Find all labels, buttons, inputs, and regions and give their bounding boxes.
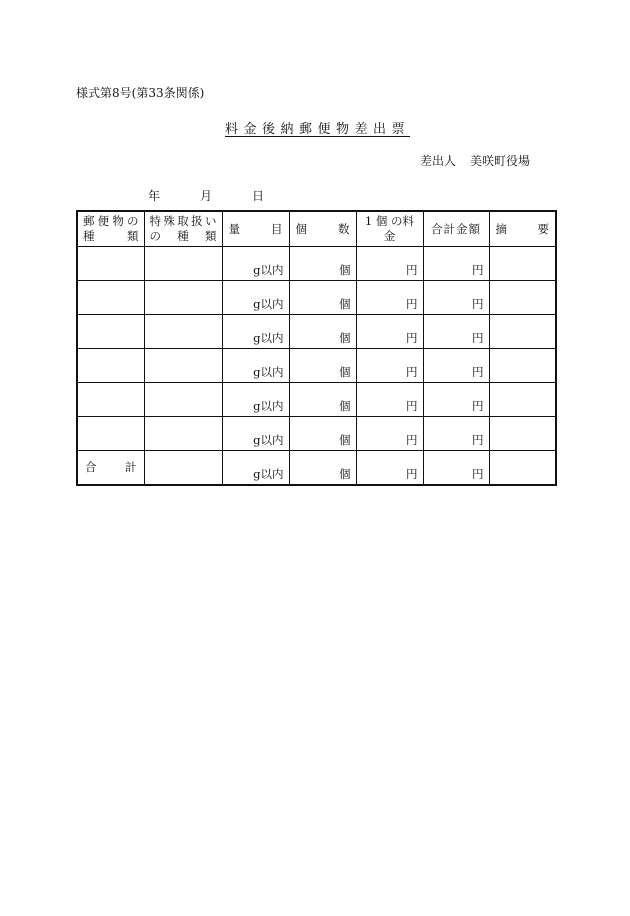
unit-yen: 円 [406,297,418,311]
header-text: の [149,229,161,243]
form-number: 様式第8号(第33条関係) [76,86,205,100]
header-text: 合計金額 [431,222,481,236]
unit-weight: g以内 [253,331,284,345]
date-month: 月 [200,189,213,203]
count-cell[interactable] [289,349,356,383]
table-row [77,315,556,349]
mail-kind-cell[interactable] [77,247,144,281]
header-mail-kind-line2 [83,229,139,244]
unit-yen: 円 [472,263,484,277]
total-amount-cell[interactable] [423,247,489,281]
unit-yen: 円 [406,467,418,481]
unit-weight: g以内 [253,433,284,447]
remittance-table [76,210,557,486]
table-header-row [77,211,556,247]
total-row [77,451,556,486]
table-row [77,349,556,383]
unit-price-cell[interactable] [356,349,423,383]
sender-line [420,152,530,169]
unit-count: 個 [339,467,351,481]
header-remarks [489,211,556,247]
count-cell[interactable] [289,417,356,451]
unit-yen: 円 [406,365,418,379]
sender-name: 美咲町役場 [470,154,531,168]
special-handling-cell[interactable] [144,383,222,417]
mail-kind-cell[interactable] [77,383,144,417]
special-handling-cell[interactable] [144,247,222,281]
special-handling-cell[interactable] [144,451,222,486]
count-cell[interactable] [289,383,356,417]
unit-yen: 円 [406,399,418,413]
header-special-handling [144,211,222,247]
mail-kind-cell[interactable] [77,315,144,349]
header-text: 種 [177,229,189,243]
date-day: 日 [252,189,265,203]
header-text: 類 [205,229,217,243]
special-handling-cell[interactable] [144,315,222,349]
header-unit-price-line2: 金 [383,229,396,243]
header-text: 数 [338,222,350,236]
count-cell[interactable] [289,451,356,486]
special-handling-cell[interactable] [144,349,222,383]
count-cell[interactable] [289,315,356,349]
weight-cell[interactable] [222,281,289,315]
header-text: 要 [537,222,549,236]
remarks-cell[interactable] [489,451,556,486]
header-count [289,211,356,247]
count-cell[interactable] [289,247,356,281]
header-mail-kind-line1: 郵便物の [83,214,139,228]
total-label-cell [77,451,144,486]
remarks-cell[interactable] [489,383,556,417]
total-amount-cell[interactable] [423,315,489,349]
unit-yen: 円 [406,263,418,277]
total-amount-cell[interactable] [423,349,489,383]
header-text: 摘 [495,222,507,236]
remarks-cell[interactable] [489,417,556,451]
header-total-amount [423,211,489,247]
unit-weight: g以内 [253,467,284,481]
header-unit-price [356,211,423,247]
unit-weight: g以内 [253,263,284,277]
mail-kind-cell[interactable] [77,349,144,383]
unit-count: 個 [339,433,351,447]
header-mail-kind [77,211,144,247]
unit-price-cell[interactable] [356,417,423,451]
unit-count: 個 [339,297,351,311]
remarks-cell[interactable] [489,281,556,315]
unit-count: 個 [339,399,351,413]
total-amount-cell[interactable] [423,451,489,486]
header-text: 量 [228,222,240,236]
total-amount-cell[interactable] [423,281,489,315]
unit-price-cell[interactable] [356,315,423,349]
unit-weight: g以内 [253,297,284,311]
weight-cell[interactable] [222,451,289,486]
total-amount-cell[interactable] [423,417,489,451]
table-row [77,383,556,417]
unit-yen: 円 [472,365,484,379]
unit-price-cell[interactable] [356,281,423,315]
header-special-line2 [150,229,217,244]
mail-kind-cell[interactable] [77,281,144,315]
remarks-cell[interactable] [489,315,556,349]
weight-cell[interactable] [222,417,289,451]
header-text: 個 [295,222,307,236]
unit-yen: 円 [472,399,484,413]
unit-yen: 円 [472,433,484,447]
mail-kind-cell[interactable] [77,417,144,451]
total-label-char: 計 [125,460,137,474]
header-text: 類 [127,229,139,243]
weight-cell[interactable] [222,247,289,281]
date-year: 年 [148,189,161,203]
unit-price-cell[interactable] [356,383,423,417]
remarks-cell[interactable] [489,349,556,383]
weight-cell[interactable] [222,315,289,349]
document-title: 料金後納郵便物差出票 [225,122,411,137]
unit-count: 個 [339,331,351,345]
table-row [77,281,556,315]
total-label-char: 合 [85,460,97,474]
weight-cell[interactable] [222,383,289,417]
unit-yen: 円 [472,297,484,311]
header-text: 種 [83,229,95,243]
unit-count: 個 [339,263,351,277]
unit-price-cell[interactable] [356,247,423,281]
total-amount-cell[interactable] [423,383,489,417]
unit-yen: 円 [406,433,418,447]
table-row [77,247,556,281]
table-row [77,417,556,451]
remarks-cell[interactable] [489,247,556,281]
unit-yen: 円 [472,467,484,481]
unit-yen: 円 [472,331,484,345]
sender-label: 差出人 [420,154,457,168]
header-special-line1: 特殊取扱い [149,214,217,228]
header-text: 目 [271,222,283,236]
special-handling-cell[interactable] [144,281,222,315]
weight-cell[interactable] [222,349,289,383]
header-weight [222,211,289,247]
unit-price-cell[interactable] [356,451,423,486]
unit-count: 個 [339,365,351,379]
count-cell[interactable] [289,281,356,315]
unit-yen: 円 [406,331,418,345]
unit-weight: g以内 [253,365,284,379]
date-line [148,187,264,204]
special-handling-cell[interactable] [144,417,222,451]
unit-weight: g以内 [253,399,284,413]
header-unit-price-line1: 1 個 の料 [364,214,415,228]
